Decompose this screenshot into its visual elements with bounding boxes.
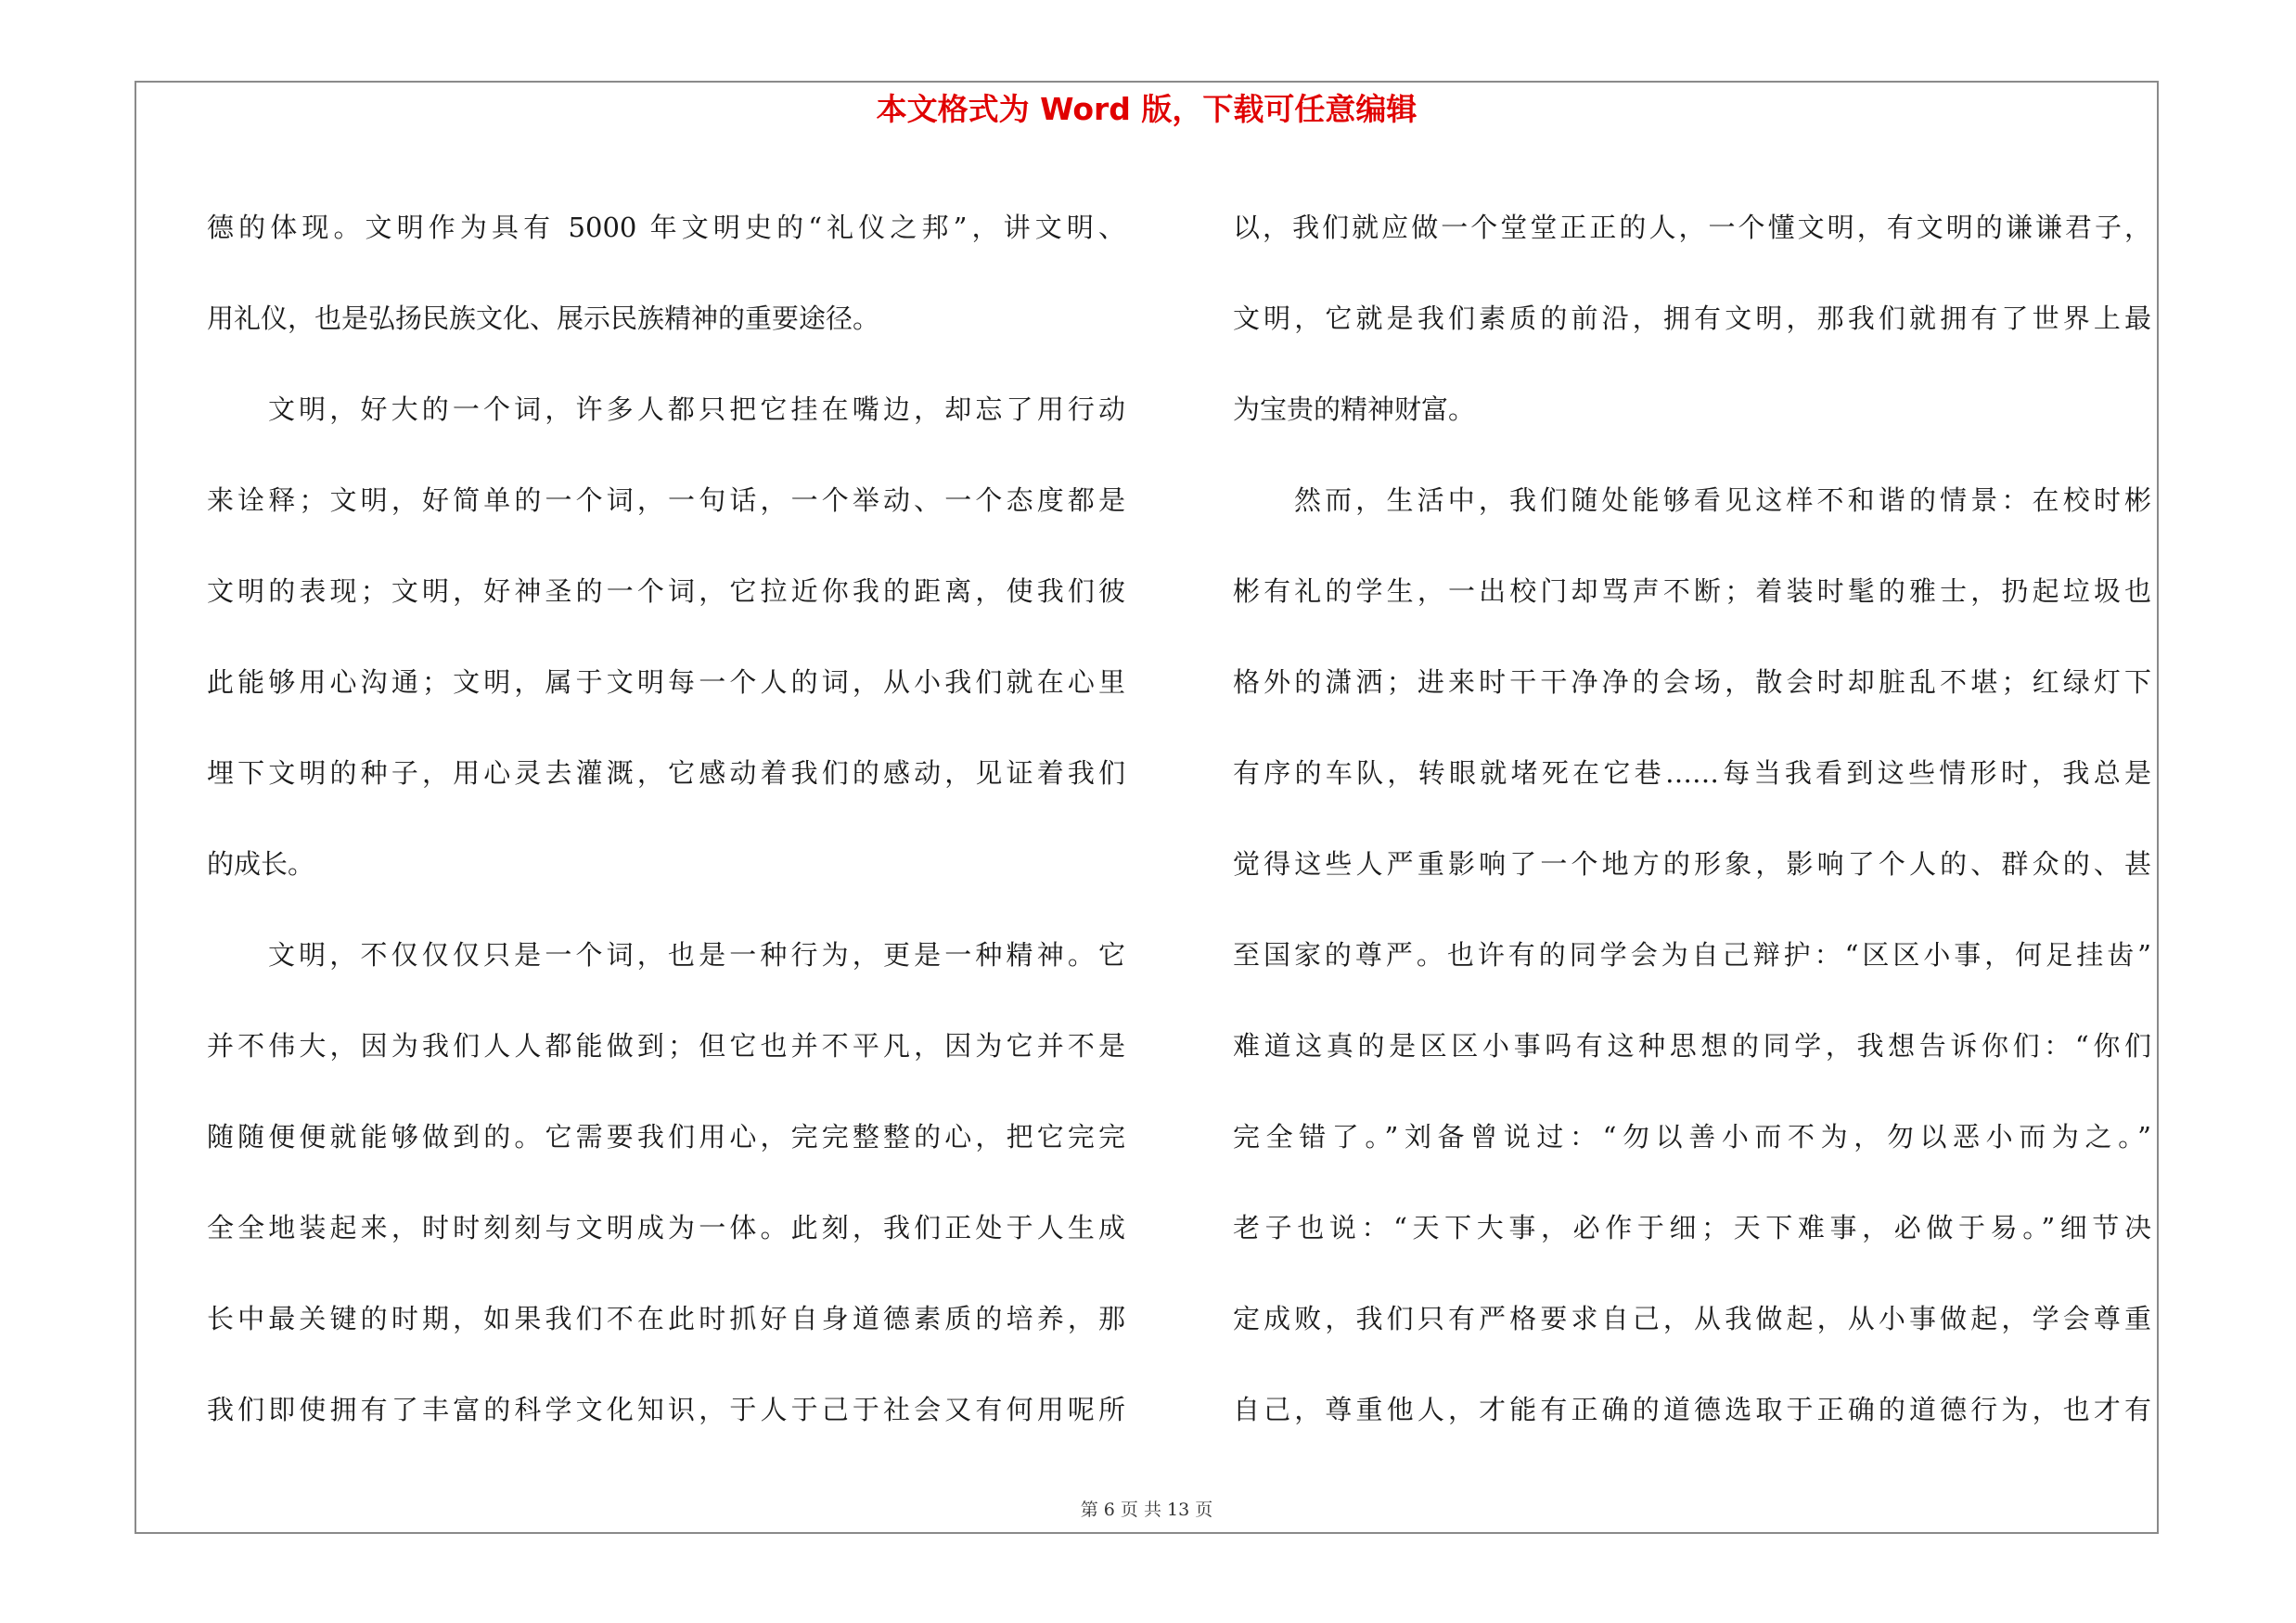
header-banner: 本文格式为 Word 版，下载可任意编辑 bbox=[876, 91, 1417, 127]
text-line: 文明的表现；文明，好神圣的一个词，它拉近你我的距离，使我们彼 bbox=[207, 575, 1125, 607]
text-line: 的成长。 bbox=[207, 848, 315, 880]
text-line: 定成败，我们只有严格要求自己，从我做起，从小事做起，学会尊重 bbox=[1233, 1303, 2151, 1334]
page-number: 第 6 页 共 13 页 bbox=[1080, 1500, 1213, 1520]
text-line: 有序的车队，转眼就堵死在它巷……每当我看到这些情形时，我总是 bbox=[1233, 757, 2151, 789]
text-line: 以，我们就应做一个堂堂正正的人，一个懂文明，有文明的谦谦君子， bbox=[1233, 212, 2151, 243]
text-line: 用礼仪，也是弘扬民族文化、展示民族精神的重要途径。 bbox=[207, 303, 880, 334]
text-line: 文明，不仅仅仅只是一个词，也是一种行为，更是一种精神。它 bbox=[268, 939, 1125, 971]
text-line: 随随便便就能够做到的。它需要我们用心，完完整整的心，把它完完 bbox=[207, 1121, 1125, 1153]
left-column bbox=[207, 182, 1125, 1455]
text-line: 此能够用心沟通；文明，属于文明每一个人的词，从小我们就在心里 bbox=[207, 666, 1125, 698]
text-line: 我们即使拥有了丰富的科学文化知识，于人于己于社会又有何用呢所 bbox=[207, 1394, 1125, 1425]
text-line: 老子也说：“天下大事，必作于细；天下难事，必做于易。”细节决 bbox=[1233, 1212, 2151, 1243]
text-line: 然而，生活中，我们随处能够看见这样不和谐的情景：在校时彬 bbox=[1294, 484, 2151, 516]
text-line: 德的体现。文明作为具有 5000 年文明史的“礼仪之邦”，讲文明、 bbox=[207, 212, 1125, 243]
text-line: 长中最关键的时期，如果我们不在此时抓好自身道德素质的培养，那 bbox=[207, 1303, 1125, 1334]
text-line: 为宝贵的精神财富。 bbox=[1233, 393, 1476, 425]
text-line: 并不伟大，因为我们人人都能做到；但它也并不平凡，因为它并不是 bbox=[207, 1030, 1125, 1062]
text-line: 完全错了。”刘备曾说过：“勿以善小而不为，勿以恶小而为之。” bbox=[1233, 1121, 2151, 1153]
text-line: 埋下文明的种子，用心灵去灌溉，它感动着我们的感动，见证着我们 bbox=[207, 757, 1125, 789]
text-line: 彬有礼的学生，一出校门却骂声不断；着装时髦的雅士，扔起垃圾也 bbox=[1233, 575, 2151, 607]
text-line: 来诠释；文明，好简单的一个词，一句话，一个举动、一个态度都是 bbox=[207, 484, 1125, 516]
text-line: 觉得这些人严重影响了一个地方的形象，影响了个人的、群众的、甚 bbox=[1233, 848, 2151, 880]
text-line: 至国家的尊严。也许有的同学会为自己辩护：“区区小事，何足挂齿” bbox=[1233, 939, 2151, 971]
text-line: 文明，好大的一个词，许多人都只把它挂在嘴边，却忘了用行动 bbox=[268, 393, 1125, 425]
text-line: 自己，尊重他人，才能有正确的道德选取于正确的道德行为，也才有 bbox=[1233, 1394, 2151, 1425]
right-column bbox=[1233, 182, 2151, 1455]
text-line: 全全地装起来，时时刻刻与文明成为一体。此刻，我们正处于人生成 bbox=[207, 1212, 1125, 1243]
text-line: 格外的潇洒；进来时干干净净的会场，散会时却脏乱不堪；红绿灯下 bbox=[1233, 666, 2151, 698]
text-line: 文明，它就是我们素质的前沿，拥有文明，那我们就拥有了世界上最 bbox=[1233, 303, 2151, 334]
text-line: 难道这真的是区区小事吗有这种思想的同学，我想告诉你们：“你们 bbox=[1233, 1030, 2151, 1062]
